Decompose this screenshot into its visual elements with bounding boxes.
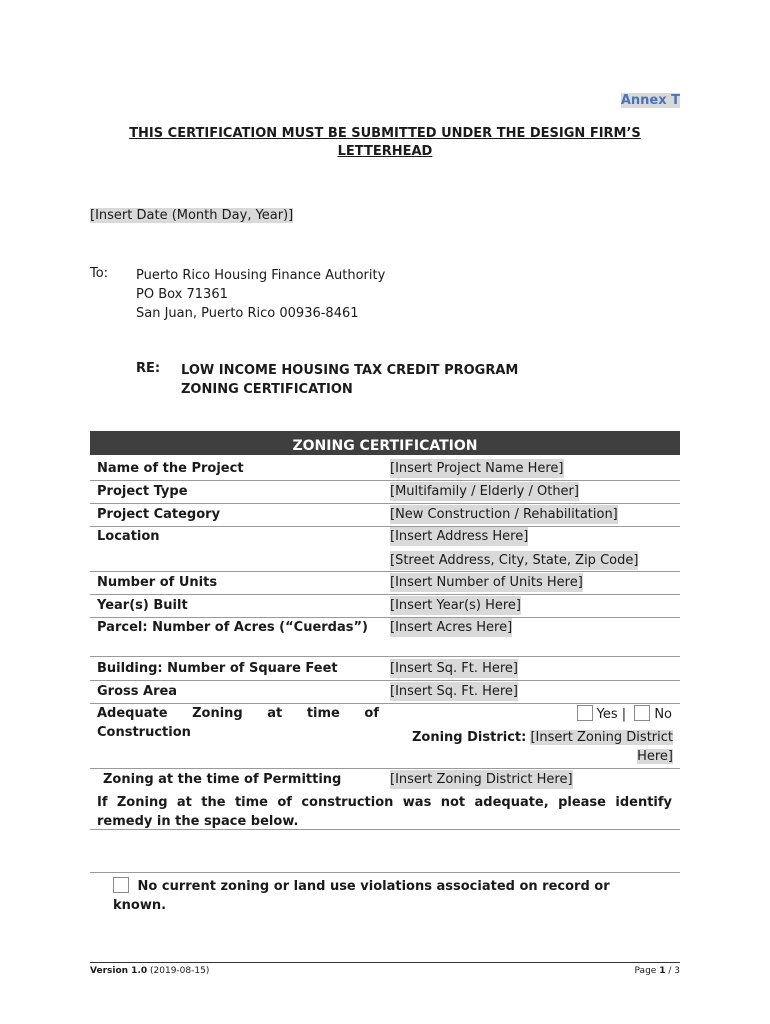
table-row-project-category — [90, 504, 680, 527]
banner-line-2: LETTERHEAD — [337, 144, 433, 159]
building-field[interactable]: [Insert Sq. Ft. Here] — [390, 661, 519, 676]
zoning-district-field[interactable]: [Insert Zoning District Here] — [530, 730, 673, 764]
version-label: Version 1.0 — [90, 966, 148, 976]
remedy-instruction: If Zoning at the time of construction was not adequate, please identify remedy in the space below. — [97, 795, 672, 829]
table-row-adequate-zoning — [90, 704, 680, 769]
remedy-divider-top — [90, 829, 680, 830]
table-row-units — [90, 572, 680, 595]
table-row-parcel — [90, 618, 680, 657]
address-line-3: San Juan, Puerto Rico 00936-8461 — [136, 306, 359, 321]
date-field[interactable]: [Insert Date (Month Day, Year)] — [90, 208, 294, 223]
project-type-label: Project Type — [97, 484, 188, 499]
recipient-address — [136, 266, 385, 323]
table-row-permitting — [90, 769, 680, 791]
page-separator: / — [668, 966, 672, 976]
address-line-1: Puerto Rico Housing Finance Authority — [136, 268, 386, 283]
annex-label: Annex T — [620, 93, 680, 108]
address-line-2: PO Box 71361 — [136, 287, 228, 302]
page-prefix: Page — [634, 966, 657, 976]
permitting-label: Zoning at the time of Permitting — [103, 772, 342, 787]
building-label: Building: Number of Square Feet — [97, 661, 338, 676]
permitting-field[interactable]: [Insert Zoning District Here] — [390, 772, 573, 787]
banner-line-1: THIS CERTIFICATION MUST BE SUBMITTED UNDER THE DESIGN FIRM’S — [129, 126, 641, 141]
project-category-field[interactable]: [New Construction / Rehabilitation] — [390, 507, 618, 522]
location-detail-field[interactable]: [Street Address, City, State, Zip Code] — [390, 553, 639, 568]
violations-checkbox[interactable] — [113, 877, 129, 893]
no-checkbox[interactable] — [634, 705, 650, 721]
table-title: ZONING CERTIFICATION — [90, 431, 680, 455]
parcel-label: Parcel: Number of Acres (“Cuerdas”) — [97, 620, 368, 635]
page-current: 1 — [659, 966, 666, 976]
violations-text: No current zoning or land use violations associated on record or known. — [113, 879, 610, 913]
years-field[interactable]: [Insert Year(s) Here] — [390, 598, 521, 613]
units-field[interactable]: [Insert Number of Units Here] — [390, 575, 583, 590]
years-label: Year(s) Built — [97, 598, 188, 613]
project-name-label: Name of the Project — [97, 461, 244, 476]
yes-no-choice — [577, 705, 672, 722]
gross-area-field[interactable]: [Insert Sq. Ft. Here] — [390, 684, 519, 699]
adequate-zoning-label: Adequate Zoning at time of Construction — [97, 706, 379, 740]
version-date: (2019-08-15) — [150, 966, 210, 976]
re-line-2: ZONING CERTIFICATION — [181, 382, 353, 397]
page-total: 3 — [674, 966, 680, 976]
re-label: RE: — [136, 361, 161, 376]
parcel-field[interactable]: [Insert Acres Here] — [390, 620, 513, 635]
to-label: To: — [90, 266, 109, 281]
units-label: Number of Units — [97, 575, 218, 590]
table-row-location — [90, 527, 680, 549]
location-address-field[interactable]: [Insert Address Here] — [390, 529, 529, 544]
remedy-divider-bottom — [90, 872, 680, 873]
yes-checkbox[interactable] — [577, 705, 593, 721]
yes-label: Yes | — [596, 707, 627, 722]
violations-statement — [113, 877, 653, 915]
project-category-label: Project Category — [97, 507, 221, 522]
re-line-1: LOW INCOME HOUSING TAX CREDIT PROGRAM — [181, 363, 519, 378]
footer-version — [90, 966, 209, 976]
footer-divider — [90, 962, 680, 963]
footer-page-number — [635, 966, 680, 976]
gross-area-label: Gross Area — [97, 684, 178, 699]
table-row-building — [90, 658, 680, 681]
no-label: No — [654, 707, 672, 722]
re-subject — [181, 361, 518, 399]
project-name-field[interactable]: [Insert Project Name Here] — [390, 461, 564, 476]
letterhead-banner — [90, 125, 680, 161]
table-row-project-type — [90, 481, 680, 504]
table-row-location-detail — [90, 549, 680, 572]
zoning-district-block — [390, 728, 673, 766]
table-row-project-name — [90, 458, 680, 481]
table-row-gross-area — [90, 681, 680, 704]
project-type-field[interactable]: [Multifamily / Elderly / Other] — [390, 484, 579, 499]
location-label: Location — [97, 529, 160, 544]
zoning-district-label: Zoning District: — [411, 730, 527, 745]
table-row-years — [90, 595, 680, 618]
